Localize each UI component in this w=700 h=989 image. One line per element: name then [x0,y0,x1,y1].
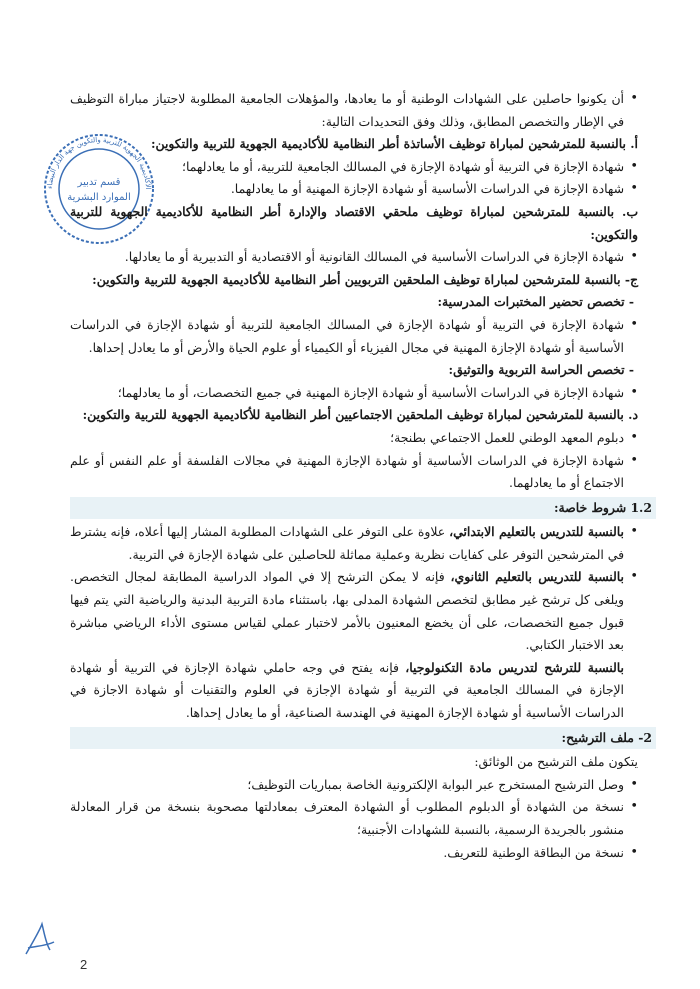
block-text: شهادة الإجازة في التربية أو شهادة الإجازة في المسالك الجامعية للتربية أو شهادة الإجازة في الدراسات الأساسية أو شهادة الإجازة المهنية في مجال الفيزياء أو الكيمياء أو علوم الحياة والأرض أو ما يعادل إحداها. [70,316,624,355]
block-text: - تخصص تحضير المختبرات المدرسية: [437,294,634,310]
block-text: دبلوم المعهد الوطني للعمل الاجتماعي بطنجة؛ [390,429,624,445]
section-heading-11 [70,404,638,427]
sub-heading-9 [70,359,638,382]
list-item-13 [70,450,638,495]
section-heading-6 [70,269,638,292]
stamp-ring-text: الأكاديمية الجهوية للتربية والتكوين جهة الدار البيضاء [45,135,153,190]
list-item-15 [70,521,638,566]
bold-lead: بالنسبة للترشح لتدريس مادة التكنولوجيا، [405,659,624,675]
sub-heading-7 [70,291,638,314]
block-text: - تخصص الحراسة التربوية والتوثيق: [448,362,634,378]
block-text: فإنه يفتح في وجه حاملي شهادة الإجازة في التربية أو شهادة الإجازة في المسالك الجامعية في التربية أو شهادة الإجازة في العلوم والتقنيات أو شهادة الاجازة في الدراسات الأساسية أو شهادة الإجازة المهنية في الهندسة الصناعية، أو ما يعادل إحداها. [70,659,624,721]
paragraph-19 [70,751,638,774]
stamp-line-2: الموارد البشرية [67,192,131,203]
block-text: 2- ملف الترشيح: [561,729,652,745]
block-text: أ. بالنسبة للمترشحين لمباراة توظيف الأساتذة أطر النظامية للأكاديمية الجهوية للتربية والتكوين: [150,136,638,152]
block-text: شهادة الإجازة في الدراسات الأساسية أو شهادة الإجازة المهنية أو ما يعادلهما. [230,181,624,197]
list-item-2 [70,156,638,179]
block-text: شهادة الإجازة في الدراسات الأساسية أو شهادة الإجازة المهنية في جميع التخصصات، أو ما يعادلهما؛ [117,384,624,400]
block-text: أن يكونوا حاصلين على الشهادات الوطنية أو ما يعادها، والمؤهلات الجامعية المطلوبة لاجتياز مباراة التوظيف في الإطار والتخصص المطابق، وذلك وفق التحديدات التالية: [70,91,624,129]
block-text: علاوة على التوفر على الشهادات المطلوبة المشار إليها أعلاه، فإنه يشترط في المترشحين التوفر على كفايات نظرية وعملية مماثلة للحاصلين على شهادة الإجازة في التربية. [70,524,624,562]
list-item-12 [70,427,638,450]
section-heading-4 [70,201,638,246]
block-text: فإنه لا يمكن الترشح إلا في المواد الدراسية المطابقة لمجال التخصص. ويلغى كل ترشح غير مطابق لتخصص الشهادة المدلى بها، باستثناء مادة التربية البدنية والرياضية التي يتم فيها قبول جميع التخصصات، على أن يخضع المعنيون بالأمر لاختبار عملي لقياس مستوى الأداء الرياضي مباشرة بعد الاختبار الكتابي. [70,569,624,653]
list-item-5 [70,246,638,269]
document-body [70,88,652,864]
block-text: 1.2 شروط خاصة: [553,499,652,515]
block-text: شهادة الإجازة في الدراسات الأساسية أو شهادة الإجازة المهنية في مجالات الفلسفة أو علم النفس أو علم الاجتماع أو ما يعادلهما. [70,452,624,491]
section-title-14 [70,497,656,520]
block-text: وصل الترشيح المستخرج عبر البوابة الإلكترونية الخاصة بمباريات التوظيف؛ [247,776,624,792]
block-text: ب. بالنسبة للمترشحين لمباراة توظيف ملحقي الاقتصاد والإدارة أطر النظامية للأكاديمية الجهوية للتربية والتكوين: [70,203,638,242]
section-heading-1 [70,133,638,156]
list-item-8 [70,314,638,359]
bold-lead: بالنسبة للتدريس بالتعليم الابتدائي، [449,524,625,540]
bold-lead: بالنسبة للتدريس بالتعليم الثانوي، [450,569,625,585]
block-text: شهادة الإجازة في التربية أو شهادة الإجازة في المسالك الجامعية للتربية، أو ما يعادلهما؛ [182,158,624,174]
page-number: 2 [80,957,88,972]
list-item-22 [70,842,638,865]
block-text: يتكون ملف الترشيح من الوثائق: [474,754,638,770]
paragraph-17 [70,657,638,725]
list-item-3 [70,178,638,201]
section-title-18 [70,727,656,750]
list-item-20 [70,774,638,797]
list-item-21 [70,796,638,841]
block-text: نسخة من البطاقة الوطنية للتعريف. [443,844,624,860]
signature-mark [20,920,60,960]
block-text: شهادة الإجازة في الدراسات الأساسية في المسالك القانونية أو الاقتصادية أو التدبيرية أو ما يعادلها. [124,249,624,265]
stamp-line-1: قسم تدبير [77,177,121,188]
list-item-10 [70,382,638,405]
block-text: نسخة من الشهادة أو الدبلوم المطلوب أو الشهادة المعترف بمعادلتها مصحوبة بنسخة من قرار المعادلة منشور بالجريدة الرسمية، بالنسبة للشهادات الأجنبية؛ [70,799,624,837]
list-item-0 [70,88,638,133]
block-text: ج- بالنسبة للمترشحين لمباراة توظيف الملحقين التربويين أطر النظامية للأكاديمية الجهوية للتربية والتكوين: [92,271,638,287]
list-item-16 [70,566,638,656]
block-text: د. بالنسبة للمترشحين لمباراة توظيف الملحقين الاجتماعيين أطر النظامية للأكاديمية الجهوية للتربية والتكوين: [82,407,638,423]
